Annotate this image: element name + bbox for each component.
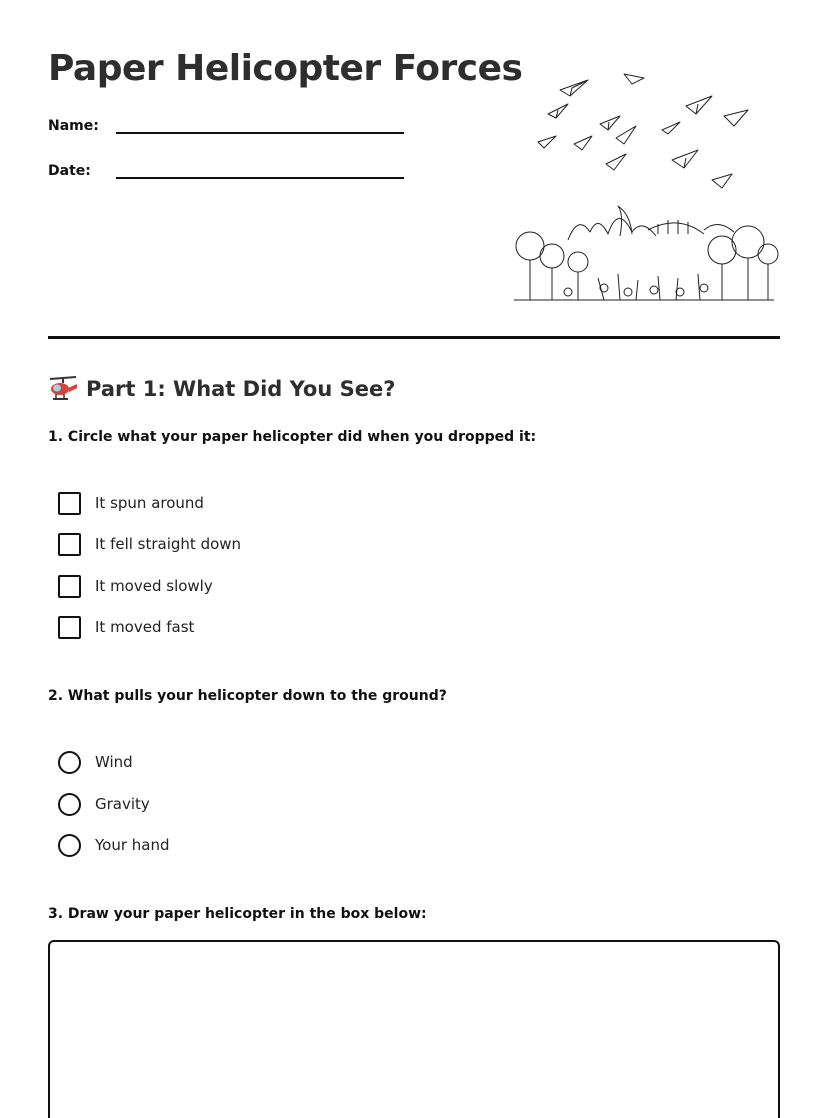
section-divider: [48, 336, 780, 339]
question-2: 2. What pulls your helicopter down to the ground?: [48, 688, 447, 704]
part1-heading: [48, 375, 395, 403]
q1-option-slowly[interactable]: [58, 574, 213, 598]
checkbox[interactable]: [58, 575, 81, 598]
q2-option-your-hand[interactable]: [58, 833, 170, 857]
radio-button[interactable]: [58, 834, 81, 857]
question-3: 3. Draw your paper helicopter in the box below:: [48, 906, 427, 922]
q1-option-fast[interactable]: [58, 615, 194, 639]
name-write-line[interactable]: [116, 118, 404, 134]
option-label: It moved slowly: [95, 577, 213, 595]
q1-option-spun[interactable]: [58, 491, 204, 515]
q2-option-gravity[interactable]: [58, 792, 150, 816]
part1-heading-text: Part 1: What Did You See?: [86, 377, 396, 401]
option-label: It spun around: [95, 494, 204, 512]
q1-option-straight-down[interactable]: [58, 532, 241, 556]
option-label: Wind: [95, 753, 133, 771]
option-label: It moved fast: [95, 618, 195, 636]
date-write-line[interactable]: [116, 163, 404, 179]
checkbox[interactable]: [58, 533, 81, 556]
helicopter-icon: [48, 375, 78, 403]
checkbox[interactable]: [58, 492, 81, 515]
checkbox[interactable]: [58, 616, 81, 639]
q2-option-wind[interactable]: [58, 750, 133, 774]
name-label: Name:: [48, 118, 99, 134]
option-label: Gravity: [95, 795, 150, 813]
date-label: Date:: [48, 163, 91, 179]
question-1: 1. Circle what your paper helicopter did when you dropped it:: [48, 429, 537, 445]
radio-button[interactable]: [58, 793, 81, 816]
radio-button[interactable]: [58, 751, 81, 774]
date-field[interactable]: [48, 163, 404, 179]
drawing-box[interactable]: [48, 940, 780, 1118]
worksheet-title: Paper Helicopter Forces: [48, 48, 523, 89]
option-label: Your hand: [95, 836, 170, 854]
skyline-and-trees: [514, 206, 778, 300]
paper-plane-icon: [538, 74, 748, 188]
paper-planes-illustration: [508, 64, 780, 306]
name-field[interactable]: [48, 118, 404, 134]
option-label: It fell straight down: [95, 535, 242, 553]
